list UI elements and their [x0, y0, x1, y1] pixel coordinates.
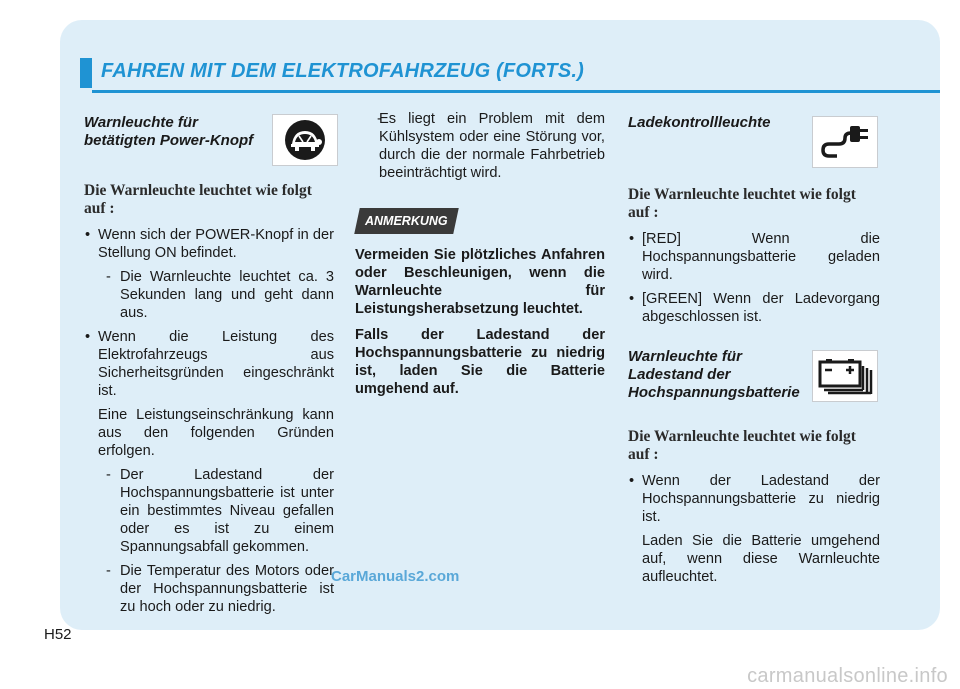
charging-plug-icon-box [812, 116, 878, 168]
column-middle [355, 110, 605, 406]
battery-warning-title-row [628, 348, 880, 414]
battery-title-line3: Hochspannungsbatterie [628, 384, 800, 401]
header-underline [92, 90, 940, 93]
condition-heading-line2: auf : [84, 200, 115, 217]
header-accent-bar [80, 58, 92, 88]
battery-icon-box [812, 350, 878, 402]
battery-icon [816, 354, 874, 398]
sub-item-battery-low: - Der Ladestand der Hochspannungsbatterie ist unter ein bestimmtes Niveau gefallen oder es ist zu einem Spannungsabfall gekommen. [84, 466, 334, 556]
list-item-red: • [RED] Wenn die Hochspannungsbatterie geladen wird. [628, 230, 880, 284]
list-item-power-on: • Wenn sich der POWER-Knopf in der Stellung ON befindet. [84, 226, 334, 262]
charging-plug-icon [817, 120, 873, 164]
warning-light-title [84, 114, 264, 150]
power-limit-reasons-text: Eine Leistungseinschränkung kann aus den folgenden Gründen erfolgen. [98, 407, 334, 459]
note-badge [354, 208, 458, 234]
power-knopf-title-row [84, 114, 334, 168]
battery-condition-line1: Die Warnleuchte leuchtet wie folgt [628, 428, 856, 445]
battery-warning-title [628, 348, 808, 402]
battery-condition-heading [628, 428, 880, 464]
carmanuals-watermark: CarManuals2.com [331, 568, 460, 585]
charge-condition-line2: auf : [628, 204, 659, 221]
list-item-power-limited: • Wenn die Leistung des Elektrofahrzeugs aus Sicherheitsgründen eingeschränkt ist. [84, 328, 334, 400]
note-badge-label: ANMERKUNG [365, 214, 448, 228]
cooling-problem-text: Es liegt ein Problem mit dem Kühlsystem oder eine Störung vor, durch die der normale Fahrbetrieb beeinträchtigt wird. [379, 111, 605, 181]
turtle-icon-box [272, 114, 338, 166]
site-watermark: carmanualsonline.info [747, 665, 948, 687]
list-item-green: • [GREEN] Wenn der Ladevorgang abgeschlossen ist. [628, 290, 880, 326]
warning-light-title-line2: betätigten Power-Knopf [84, 132, 254, 149]
condition-heading-line1: Die Warnleuchte leuchtet wie folgt [84, 182, 312, 199]
warning-light-condition-heading [84, 182, 334, 218]
section-header-title: FAHREN MIT DEM ELEKTROFAHRZEUG (FORTS.) [101, 60, 584, 82]
charge-indicator-title: Ladekontrollleuchte [628, 114, 771, 131]
charge-battery-advice: Laden Sie die Batterie umgehend auf, wenn diese Warnleuchte aufleuchtet. [642, 533, 880, 585]
list-item-battery-low: • Wenn der Ladestand der Hochspannungsbatterie zu niedrig ist. [628, 472, 880, 526]
note-text-2: Falls der Ladestand der Hochspannungsbatterie zu niedrig ist, laden Sie die Batterie umgehend auf. [355, 327, 605, 397]
warning-light-title-line1: Warnleuchte für [84, 114, 198, 131]
turtle-icon [283, 118, 327, 162]
sub-item-lights-3s: - Die Warnleuchte leuchtet ca. 3 Sekunden lang und geht dann aus. [84, 268, 334, 322]
charge-indicator-title-row [628, 114, 880, 172]
battery-condition-line2: auf : [628, 446, 659, 463]
column-right [628, 110, 880, 592]
sub-item-cooling-problem [355, 110, 605, 182]
battery-title-line1: Warnleuchte für [628, 348, 742, 365]
column-left [84, 110, 334, 622]
sub-item-temperature: - Die Temperatur des Motors oder der Hochspannungsbatterie ist zu hoch oder zu niedrig. [84, 562, 334, 616]
battery-title-line2: Ladestand der [628, 366, 731, 383]
charge-condition-line1: Die Warnleuchte leuchtet wie folgt [628, 186, 856, 203]
note-text-1: Vermeiden Sie plötzliches Anfahren oder Beschleunigen, wenn die Warnleuchte für Leistungsherabsetzung leuchtet. [355, 247, 605, 317]
charge-condition-heading [628, 186, 880, 222]
page-number: H52 [44, 626, 72, 643]
